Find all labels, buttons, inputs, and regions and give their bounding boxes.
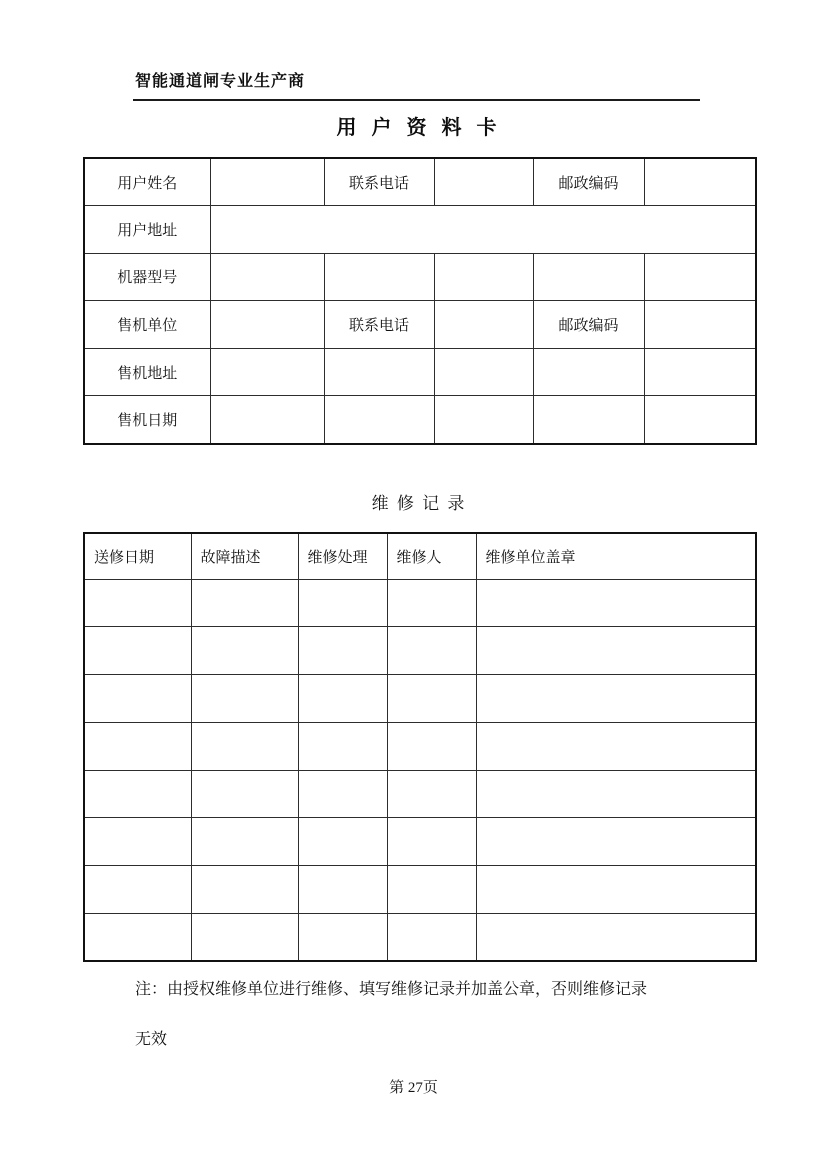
table-row xyxy=(84,770,756,818)
blank-cell xyxy=(84,627,191,675)
table-row xyxy=(84,396,756,444)
column-header: 维修单位盖章 xyxy=(476,533,756,579)
user-card-table xyxy=(83,157,757,445)
blank-cell xyxy=(476,770,756,818)
blank-cell xyxy=(533,253,644,301)
blank-cell xyxy=(476,675,756,723)
table-row xyxy=(84,722,756,770)
blank-cell xyxy=(644,301,756,349)
note-line-2: 无效 xyxy=(135,1031,168,1048)
table-row xyxy=(84,913,756,961)
field-label-cell: 售机单位 xyxy=(84,301,210,349)
blank-cell xyxy=(434,158,533,206)
blank-cell xyxy=(387,675,476,723)
blank-cell xyxy=(298,866,387,914)
blank-cell xyxy=(84,675,191,723)
blank-cell xyxy=(434,253,533,301)
blank-cell xyxy=(324,253,434,301)
blank-cell xyxy=(191,818,298,866)
blank-cell xyxy=(476,818,756,866)
blank-cell xyxy=(191,770,298,818)
field-label-cell: 用户地址 xyxy=(84,206,210,254)
blank-cell xyxy=(84,818,191,866)
blank-cell xyxy=(298,818,387,866)
blank-cell xyxy=(298,770,387,818)
column-header: 维修处理 xyxy=(298,533,387,579)
blank-cell xyxy=(191,627,298,675)
field-label-cell: 售机日期 xyxy=(84,396,210,444)
blank-cell xyxy=(210,206,756,254)
blank-cell xyxy=(476,627,756,675)
table-row xyxy=(84,206,756,254)
blank-cell xyxy=(644,253,756,301)
blank-cell xyxy=(191,675,298,723)
blank-cell xyxy=(298,913,387,961)
field-label-cell: 用户姓名 xyxy=(84,158,210,206)
blank-cell xyxy=(84,866,191,914)
field-label-cell: 邮政编码 xyxy=(533,301,644,349)
blank-cell xyxy=(387,818,476,866)
blank-cell xyxy=(387,913,476,961)
document-title: 用 户 资 料 卡 xyxy=(336,117,502,139)
blank-cell xyxy=(644,158,756,206)
blank-cell xyxy=(191,913,298,961)
blank-cell xyxy=(298,722,387,770)
field-label-cell: 邮政编码 xyxy=(533,158,644,206)
repair-log-title: 维 修 记 录 xyxy=(371,494,467,513)
blank-cell xyxy=(644,396,756,444)
blank-cell xyxy=(84,722,191,770)
blank-cell xyxy=(387,770,476,818)
blank-cell xyxy=(387,579,476,627)
table-row xyxy=(84,579,756,627)
blank-cell xyxy=(387,866,476,914)
blank-cell xyxy=(644,348,756,396)
blank-cell xyxy=(298,627,387,675)
blank-cell xyxy=(210,348,324,396)
company-name: 智能通道闸专业生产商 xyxy=(135,73,306,90)
column-header: 送修日期 xyxy=(84,533,191,579)
blank-cell xyxy=(210,253,324,301)
column-header: 维修人 xyxy=(387,533,476,579)
blank-cell xyxy=(324,348,434,396)
note-line-1: 注：由授权维修单位进行维修、填写维修记录并加盖公章，否则维修记录 xyxy=(135,981,648,998)
field-label-cell: 售机地址 xyxy=(84,348,210,396)
blank-cell xyxy=(476,866,756,914)
blank-cell xyxy=(210,396,324,444)
field-label-cell: 联系电话 xyxy=(324,158,434,206)
field-label-cell: 联系电话 xyxy=(324,301,434,349)
blank-cell xyxy=(298,675,387,723)
blank-cell xyxy=(210,301,324,349)
table-row xyxy=(84,348,756,396)
blank-cell xyxy=(387,627,476,675)
blank-cell xyxy=(533,348,644,396)
blank-cell xyxy=(434,348,533,396)
blank-cell xyxy=(210,158,324,206)
blank-cell xyxy=(191,579,298,627)
blank-cell xyxy=(84,770,191,818)
blank-cell xyxy=(476,579,756,627)
table-row xyxy=(84,627,756,675)
page-number: 第 27页 xyxy=(389,1080,438,1096)
blank-cell xyxy=(387,722,476,770)
blank-cell xyxy=(476,722,756,770)
header-row xyxy=(84,533,756,579)
blank-cell xyxy=(84,579,191,627)
blank-cell xyxy=(533,396,644,444)
table-row xyxy=(84,818,756,866)
table-row xyxy=(84,253,756,301)
column-header: 故障描述 xyxy=(191,533,298,579)
blank-cell xyxy=(476,913,756,961)
repair-log-table xyxy=(83,532,757,962)
blank-cell xyxy=(434,301,533,349)
blank-cell xyxy=(298,579,387,627)
header-rule xyxy=(133,99,700,101)
table-row xyxy=(84,301,756,349)
blank-cell xyxy=(324,396,434,444)
table-row xyxy=(84,675,756,723)
table-row xyxy=(84,866,756,914)
blank-cell xyxy=(191,866,298,914)
blank-cell xyxy=(434,396,533,444)
table-row xyxy=(84,158,756,206)
blank-cell xyxy=(84,913,191,961)
blank-cell xyxy=(191,722,298,770)
field-label-cell: 机器型号 xyxy=(84,253,210,301)
